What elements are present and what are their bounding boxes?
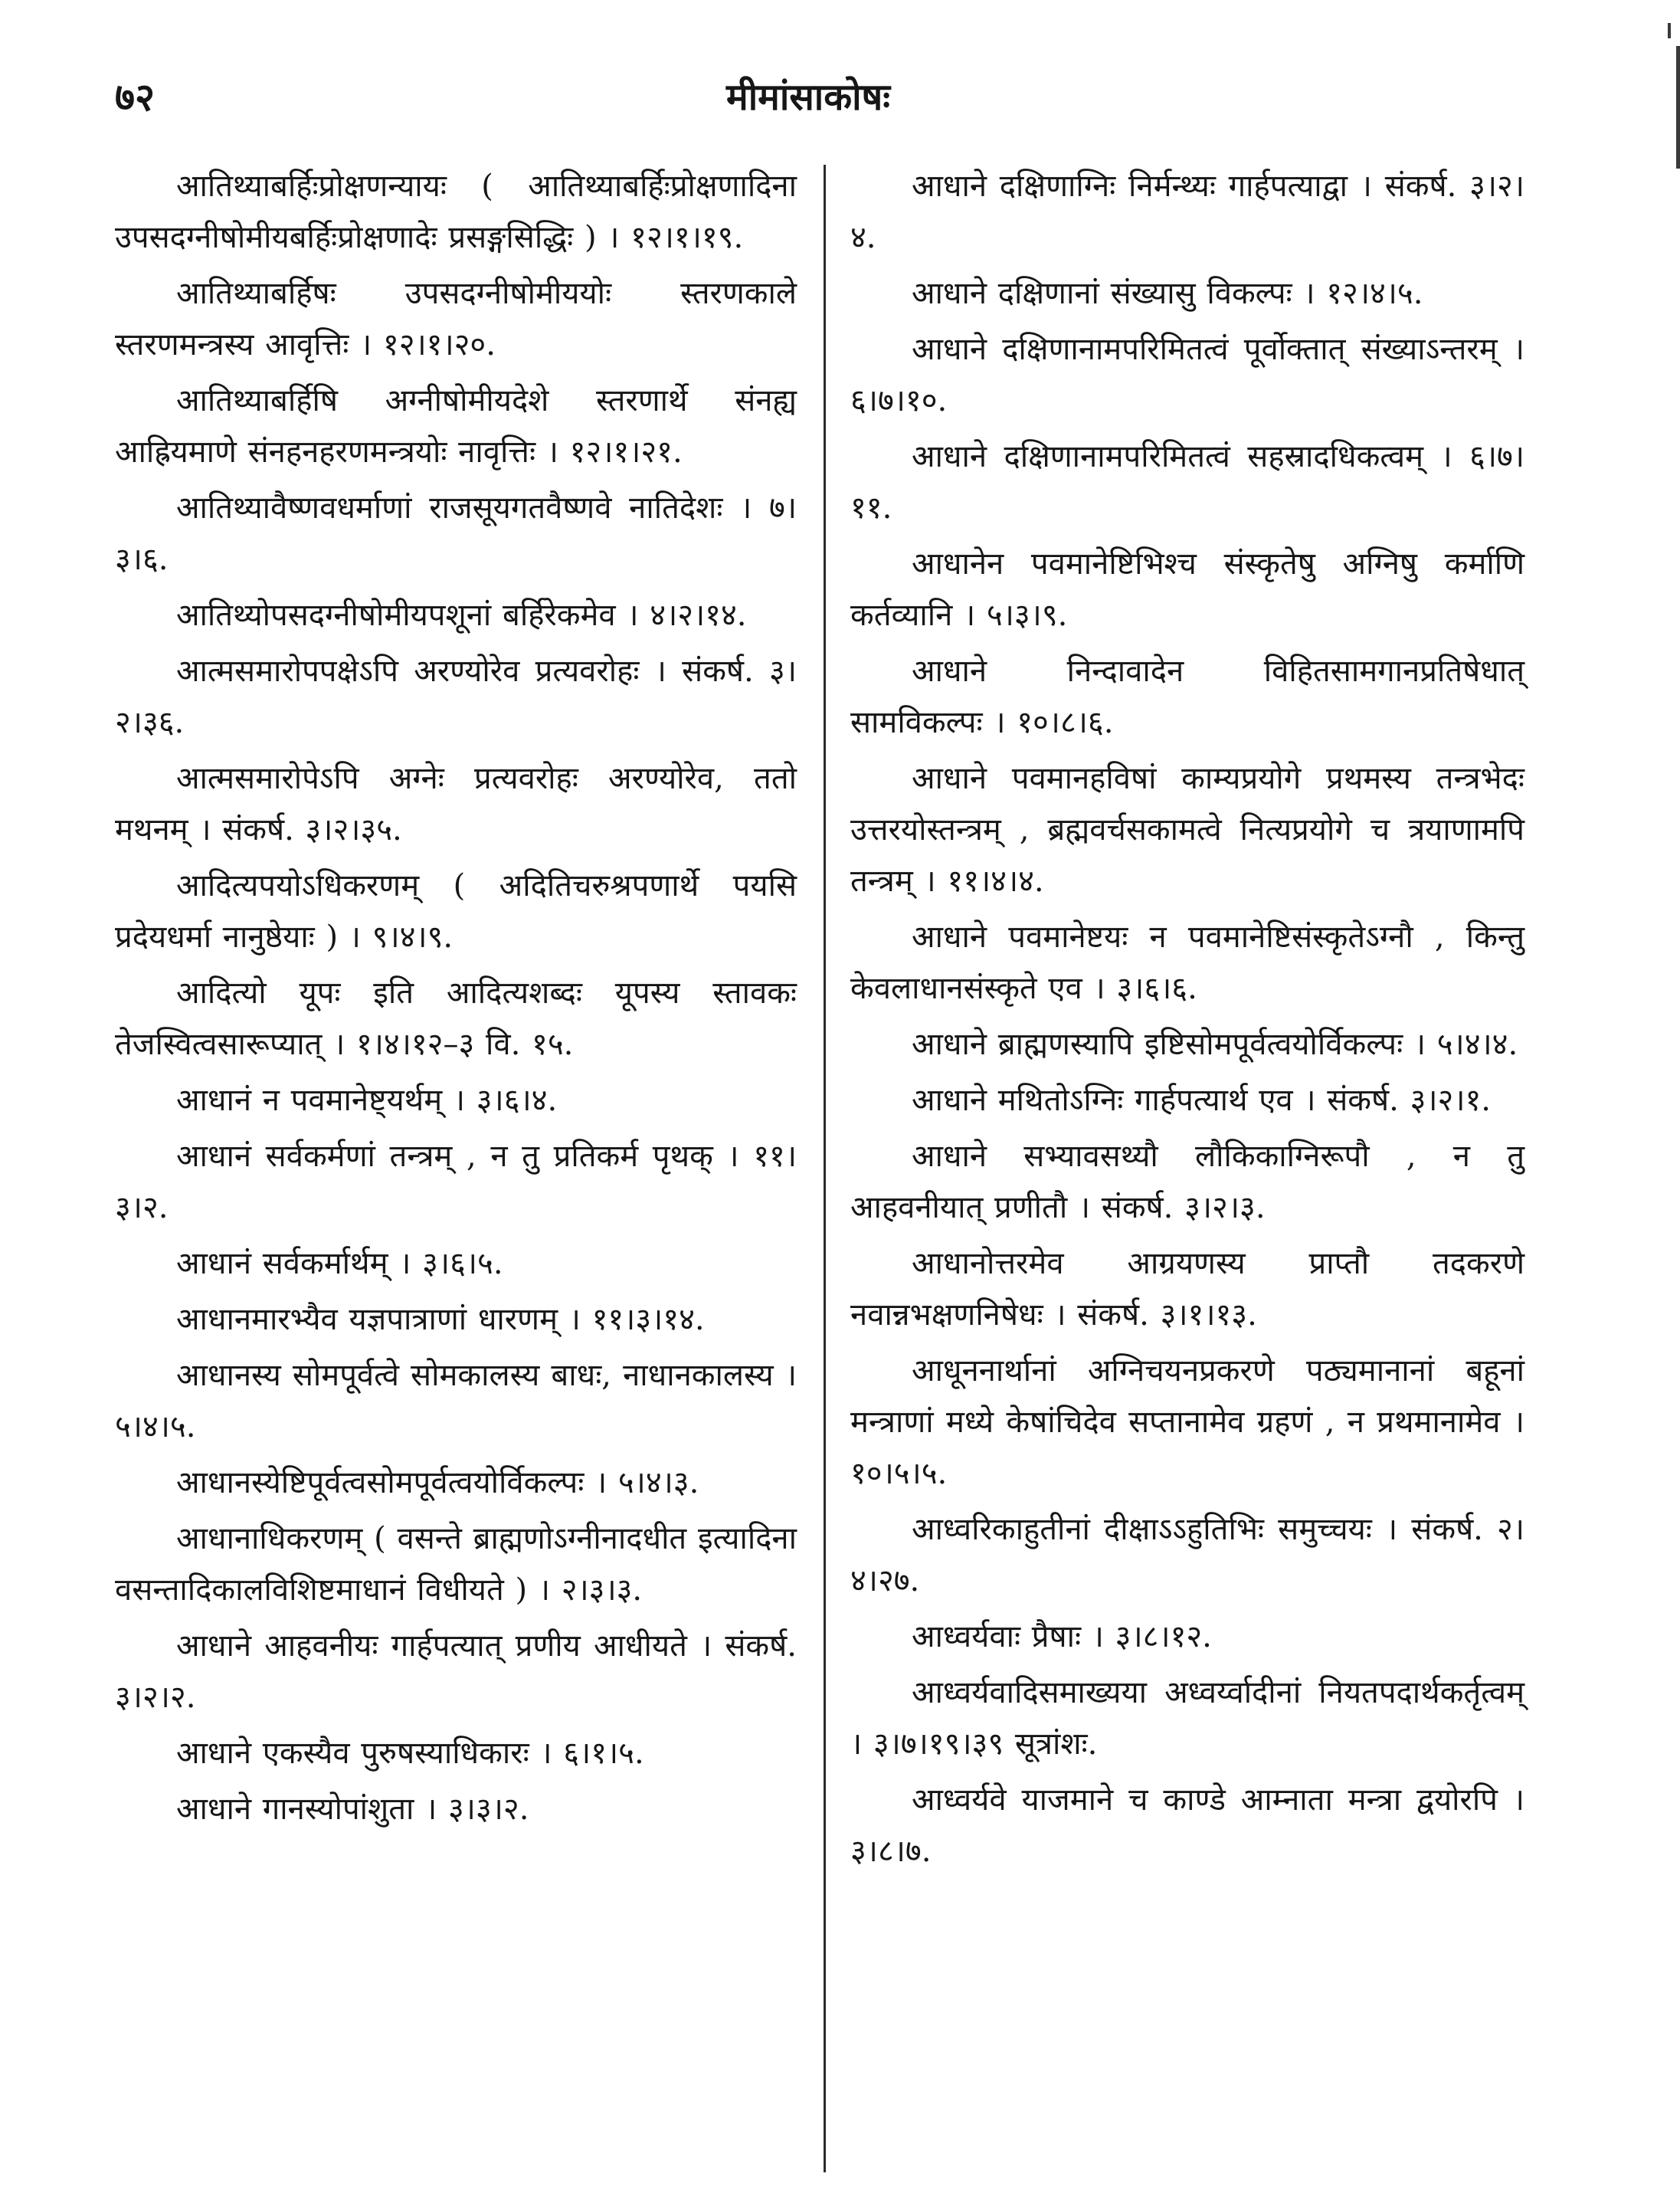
entry: आध्वर्यवाः प्रैषाः । ३।८।१२. xyxy=(912,1619,1212,1654)
entry: आधानं न पवमानेष्ट्यर्थम् । ३।६।४. xyxy=(176,1083,558,1118)
entry: आधाने दक्षिणानामपरिमितत्वं सहस्रादधिकत्वम् । ६।७।११. xyxy=(850,439,1524,526)
entry: आध्वर्यवे याजमाने च काण्डे आम्नाता मन्त्रा द्वयोरपि । ३।८।७. xyxy=(850,1782,1524,1869)
entry: आतिथ्याबर्हिषि अग्नीषोमीयदेशे स्तरणार्थे संनह्य आह्रियमाणे संनहनहरणमन्त्रयोः नावृत्तिः । १२।१।२१. xyxy=(115,383,797,470)
entry: आधानस्य सोमपूर्वत्वे सोमकालस्य बाधः, नाधानकालस्य । ५।४।५. xyxy=(115,1358,797,1444)
entry: आधूननार्थानां अग्निचयनप्रकरणे पठ्यमानानां बहूनां मन्त्राणां मध्ये केषांचिदेव सप्तानामेव ग्रहणं , न प्रथमानामेव । १०।५।५. xyxy=(850,1353,1524,1491)
margin-mark xyxy=(1668,23,1671,38)
page-header xyxy=(115,70,1502,132)
entry: आधाने एकस्यैव पुरुषस्याधिकारः । ६।१।५. xyxy=(176,1736,644,1771)
entry: आधानं सर्वकर्मणां तन्त्रम् , न तु प्रतिकर्म पृथक् । ११।३।२. xyxy=(115,1139,797,1225)
entry: आतिथ्यावैष्णवधर्माणां राजसूयगतवैष्णवे नातिदेशः । ७।३।६. xyxy=(115,490,797,577)
entry: आदित्यपयोऽधिकरणम् ( अदितिचरुश्रपणार्थे पयसि प्रदेयधर्मा नानुष्ठेयाः ) । ९।४।९. xyxy=(115,868,797,955)
entry: आधानं सर्वकर्मार्थम् । ३।६।५. xyxy=(176,1246,503,1281)
entry: आदित्यो यूपः इति आदित्यशब्दः यूपस्य स्तावकः तेजस्वित्वसारूप्यात् । १।४।१२–३ वि. १५. xyxy=(115,975,797,1062)
entry: आत्मसमारोपपक्षेऽपि अरण्योरेव प्रत्यवरोहः । संकर्ष. ३।२।३६. xyxy=(115,654,797,740)
entry: आधानोत्तरमेव आग्रयणस्य प्राप्तौ तदकरणे नवान्नभक्षणनिषेधः । संकर्ष. ३।१।१३. xyxy=(850,1246,1524,1333)
entry: आध्वरिकाहुतीनां दीक्षाऽऽहुतिभिः समुच्चयः । संकर्ष. २।४।२७. xyxy=(850,1512,1524,1598)
right-column xyxy=(850,161,1524,1882)
entry: आधाने सभ्यावसथ्यौ लौकिकाग्निरूपौ , न तु आहवनीयात् प्रणीतौ । संकर्ष. ३।२।३. xyxy=(850,1139,1524,1225)
entry: आधाने आहवनीयः गार्हपत्यात् प्रणीय आधीयते । संकर्ष. ३।२।२. xyxy=(115,1628,797,1715)
entry: आधाने निन्दावादेन विहितसामगानप्रतिषेधात् सामविकल्पः । १०।८।६. xyxy=(850,654,1524,740)
entry: आधानमारभ्यैव यज्ञपात्राणां धारणम् । ११।३।१४. xyxy=(176,1302,705,1337)
entry: आतिथ्याबर्हिःप्रोक्षणन्यायः ( आतिथ्याबर्हिःप्रोक्षणादिना उपसदग्नीषोमीयबर्हिःप्रोक्षणादेः प्रसङ्गसिद्धिः ) । १२।१।१९. xyxy=(115,169,797,255)
entry: आधाने पवमानहविषां काम्यप्रयोगे प्रथमस्य तन्त्रभेदः उत्तरयोस्तन्त्रम् , ब्रह्मवर्चसकामत्वे नित्यप्रयोगे च त्रयाणामपि तन्त्रम् । ११।४।४. xyxy=(850,761,1524,899)
entry: आधाने पवमानेष्टयः न पवमानेष्टिसंस्कृतेऽग्नौ , किन्तु केवलाधानसंस्कृते एव । ३।६।६. xyxy=(850,920,1524,1006)
entry: आधाने गानस्योपांशुता । ३।३।२. xyxy=(176,1792,529,1827)
page-number: ७२ xyxy=(115,74,155,120)
column-divider xyxy=(824,165,826,2172)
entry: आधाने दक्षिणाग्निः निर्मन्थ्यः गार्हपत्याद्वा । संकर्ष. ३।२।४. xyxy=(850,169,1524,255)
entry: आतिथ्याबर्हिषः उपसदग्नीषोमीययोः स्तरणकाले स्तरणमन्त्रस्य आवृत्तिः । १२।१।२०. xyxy=(115,276,797,362)
entry: आधाने मथितोऽग्निः गार्हपत्यार्थ एव । संकर्ष. ३।२।१. xyxy=(912,1083,1491,1118)
entry: आतिथ्योपसदग्नीषोमीयपशूनां बर्हिरेकमेव । ४।२।१४. xyxy=(176,598,747,633)
margin-bar xyxy=(1676,46,1680,169)
entry: आत्मसमारोपेऽपि अग्नेः प्रत्यवरोहः अरण्योरेव, ततो मथनम् । संकर्ष. ३।२।३५. xyxy=(115,761,797,847)
entry: आध्वर्यवादिसमाख्यया अध्वर्य्वादीनां नियतपदार्थकर्तृत्वम् । ३।७।१९।३९ सूत्रांशः. xyxy=(850,1675,1524,1762)
entry: आधाने दक्षिणानां संख्यासु विकल्पः । १२।४।५. xyxy=(912,276,1423,311)
entry: आधाने दक्षिणानामपरिमितत्वं पूर्वोक्तात् संख्याऽन्तरम् । ६।७।१०. xyxy=(850,332,1524,418)
running-title: मीमांसाकोषः xyxy=(726,76,890,119)
entry: आधानस्येष्टिपूर्वत्वसोमपूर्वत्वयोर्विकल्पः । ५।४।३. xyxy=(176,1465,699,1500)
entry: आधानाधिकरणम् ( वसन्ते ब्राह्मणोऽग्नीनादधीत इत्यादिना वसन्तादिकालविशिष्टमाधानं विधीयते ) । २।३।३. xyxy=(115,1521,797,1608)
entry: आधानेन पवमानेष्टिभिश्च संस्कृतेषु अग्निषु कर्माणि कर्तव्यानि । ५।३।९. xyxy=(850,546,1524,633)
entry: आधाने ब्राह्मणस्यापि इष्टिसोमपूर्वत्वयोर्विकल्पः । ५।४।४. xyxy=(912,1027,1518,1062)
left-column xyxy=(115,161,797,1840)
